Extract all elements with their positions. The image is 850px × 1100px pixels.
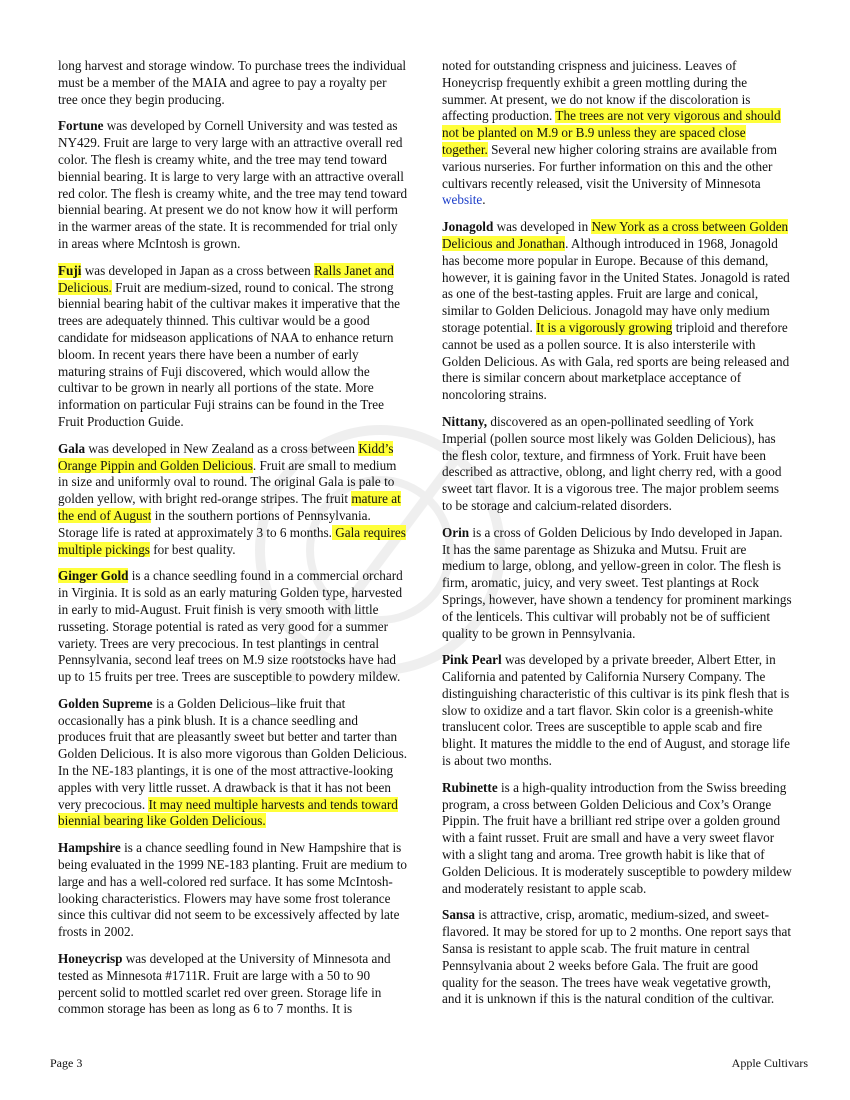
- cultivar-name-gala: Gala: [58, 440, 86, 456]
- page-number: Page 3: [50, 1056, 83, 1070]
- highlight-jonagold-parentage: New York as a cross between Golden Delicious and Jonathan: [442, 219, 789, 251]
- cultivar-name-fortune: Fortune: [58, 118, 104, 134]
- cultivar-name-nittany: Nittany,: [442, 413, 488, 429]
- cultivar-name-sansa: Sansa: [442, 907, 475, 923]
- highlight-honeycrisp-vigor: The trees are not very vigorous and should not be planted on M.9 or B.9 unless they are spaced close together.: [442, 108, 781, 157]
- right-column: [442, 58, 792, 1008]
- paragraph-rubinette: Rubinette is a high-quality introduction from the Swiss breeding program, a cross between Golden Delicious and Cox’s Orange Pippin. The fruit have a brilliant red stripe over a golden ground with a faint russet. Fruit are small and have a very sweet flavor with a slight tang and aroma. Tree growth habit is like that of Golden Delicious. It is moderately susceptible to powdery mildew and moderately resistant to apple scab.: [442, 779, 792, 896]
- paragraph-jonagold: Jonagold was developed in New York as a cross between Golden Delicious and Jonathan. Although introduced in 1968, Jonagold has become more popular in Europe. Because of this demand, however, it is gaining favor in the United States. Jonagold is rated as one of the best-tasting apples. Fruit are large and conical, similar to Golden Delicious. Jonagold may have only medium storage potential. It is a vigorously growing triploid and therefore cannot be used as a pollen source. It is also intersterile with Golden Delicious. As with Gala, red sports are being released and there is similar concern about marketplace acceptance of noncoloring strains.: [442, 219, 790, 403]
- cultivar-name-ginger-gold: Ginger Gold: [58, 568, 129, 584]
- cultivar-name-pink-pearl: Pink Pearl: [442, 652, 502, 668]
- document-title: Apple Cultivars: [731, 1056, 808, 1070]
- paragraph-golden-supreme: Golden Supreme is a Golden Delicious–like fruit that occasionally has a pink blush. It is a chance seedling and produces fruit that are pleasantly sweet but better and tarter than Golden Delicious. It is also more vigorous than Golden Delicious. In the NE-183 plantings, it is one of the most attractive-looking apples with very little russet. A drawback is that it has not been very precocious. It may need multiple harvests and tends toward biennial bearing like Golden Delicious.: [58, 695, 408, 829]
- paragraph-fortune: Fortune was developed by Cornell University and was tested as NY429. Fruit are large to very large with an attractive overall red color. The flesh is creamy white, and the tree may tend toward biennial bearing. It is large to very large with an attractive overall red color. The flesh is creamy white, and the tree may tend toward biennial bearing. At present we do not know how it will perform in the warmer areas of the state. It is recommended for trial only in areas where McIntosh is grown.: [58, 118, 408, 251]
- paragraph-pink-pearl: Pink Pearl was developed by a private breeder, Albert Etter, in California and patented by California Nursery Company. The distinguishing characteristic of this cultivar is its pink flesh that is slow to oxidize and a tart flavor. Skin color is a greenish-white translucent color. Trees are susceptible to apple scab and fire blight. It matures the middle to the end of August, and storage life is about two months.: [442, 652, 790, 769]
- university-website-link[interactable]: website: [442, 192, 483, 208]
- paragraph-maia-royalty: long harvest and storage window. To purchase trees the individual must be a member of the MAIA and agree to pay a royalty per tree once they begin producing.: [58, 58, 407, 107]
- paragraph-sansa: Sansa is attractive, crisp, aromatic, medium-sized, and sweet-flavored. It may be stored for up to 2 months. One report says that Sansa is resistant to apple scab. The fruit mature in central Pennsylvania about 2 weeks before Gala. The fruit are good quality for the season. The trees have weak vegetative growth, and it is unknown if this is the natural condition of the cultivar.: [442, 907, 792, 1007]
- paragraph-hampshire: Hampshire is a chance seedling found in New Hampshire that is being evaluated in the 1999 NE-183 planting. Fruit are medium to large and has a well-colored red surface. It has some McIntosh-looking characteristics. Flowers may have some frost tolerance since this cultivar did not seem to be excessively affected by late frosts in 2002.: [58, 840, 408, 940]
- paragraph-orin: Orin is a cross of Golden Delicious by Indo developed in Japan. It has the same parentage as Shizuka and Mutsu. Fruit are medium to large, oblong, and yellow-green in color. The flesh is firm, aromatic, juicy, and very sweet. Test plantings at Rock Springs, however, have shown a tendency for prominent markings of the lenticels. This cultivar will probably not be of sufficient quality to be grown in Pennsylvania.: [442, 524, 792, 641]
- cultivar-name-jonagold: Jonagold: [442, 219, 494, 235]
- paragraph-fuji: Fuji was developed in Japan as a cross between Ralls Janet and Delicious. Fruit are medium-sized, round to conical. The strong biennial bearing habit of the cultivar makes it imperative that the trees are adequately thinned. This cultivar would be a good candidate for midseason applications of NAA to enhance return bloom. In recent years there have been a number of early maturing strains of Fuji discovered, which would allow the cultivar to be grown in nearly all portions of the state. More information on particular Fuji strains can be found in the Tree Fruit Production Guide.: [58, 262, 401, 429]
- paragraph-gala: Gala was developed in New Zealand as a cross between Kidd’s Orange Pippin and Golden Delicious. Fruit are small to medium in size and uniformly oval to round. The original Gala is pale to golden yellow, with bright red-orange stripes. The fruit mature at the end of August in the southern portions of Pennsylvania. Storage life is rated at approximately 3 to 6 months. Gala requires multiple pickings for best quality.: [58, 440, 406, 557]
- cultivar-name-hampshire: Hampshire: [58, 840, 121, 856]
- highlight-gala-pickings: Gala requires multiple pickings: [58, 524, 406, 557]
- cultivar-name-fuji: Fuji: [58, 262, 82, 278]
- paragraph-honeycrisp-continued: noted for outstanding crispness and juiciness. Leaves of Honeycrisp frequently exhibit a green mottling during the summer. At present, we do not know if the discoloration is affecting production. The trees are not very vigorous and should not be planted on M.9 or B.9 unless they are spaced close together. Several new higher coloring strains are available from various nurseries. For further information on this and the other cultivars recently released, visit the University of Minnesota website.: [442, 58, 781, 208]
- highlight-gala-maturity: mature at the end of August: [58, 491, 401, 523]
- highlight-fuji-parentage: Ralls Janet and Delicious.: [58, 262, 394, 295]
- highlight-golden-supreme-harvests: It may need multiple harvests and tends toward biennial bearing like Golden Delicious.: [58, 796, 398, 829]
- paragraph-nittany: Nittany, discovered as an open-pollinated seedling of York Imperial (pollen source most likely was Golden Delicious), has the flesh color, texture, and firmness of York. Fruit have been described as attractive, oblong, and light cherry red, with a good sweet tart flavor. It is a vigorous tree. The major problem seems to be storage and calcium-related disorders.: [442, 413, 782, 513]
- cultivar-name-orin: Orin: [442, 524, 470, 540]
- highlight-gala-parentage: Kidd’s Orange Pippin and Golden Delicious: [58, 440, 394, 473]
- cultivar-name-golden-supreme: Golden Supreme: [58, 695, 153, 711]
- paragraph-ginger-gold: Ginger Gold is a chance seedling found in a commercial orchard in Virginia. It is sold as an early maturing Golden type, harvested in early to mid-August. Fruit finish is very smooth with little russeting. Storage potential is rated as very good for a summer variety. Trees are very precocious. In test plantings in central Pennsylvania, second leaf trees on M.9 size rootstocks have had up to 15 fruits per tree. Trees are susceptible to powdery mildew.: [58, 568, 403, 685]
- highlight-jonagold-vigor: It is a vigorously growing: [536, 319, 673, 335]
- paragraph-honeycrisp: Honeycrisp was developed at the University of Minnesota and tested as Minnesota #1711R. Fruit are large with a 50 to 90 percent solid to mottled scarlet red over green. Storage life in common storage has been as long as 6 to 7 months. It is: [58, 951, 391, 1017]
- cultivar-name-rubinette: Rubinette: [442, 779, 498, 795]
- cultivar-name-honeycrisp: Honeycrisp: [58, 951, 123, 967]
- left-column: [58, 58, 408, 1018]
